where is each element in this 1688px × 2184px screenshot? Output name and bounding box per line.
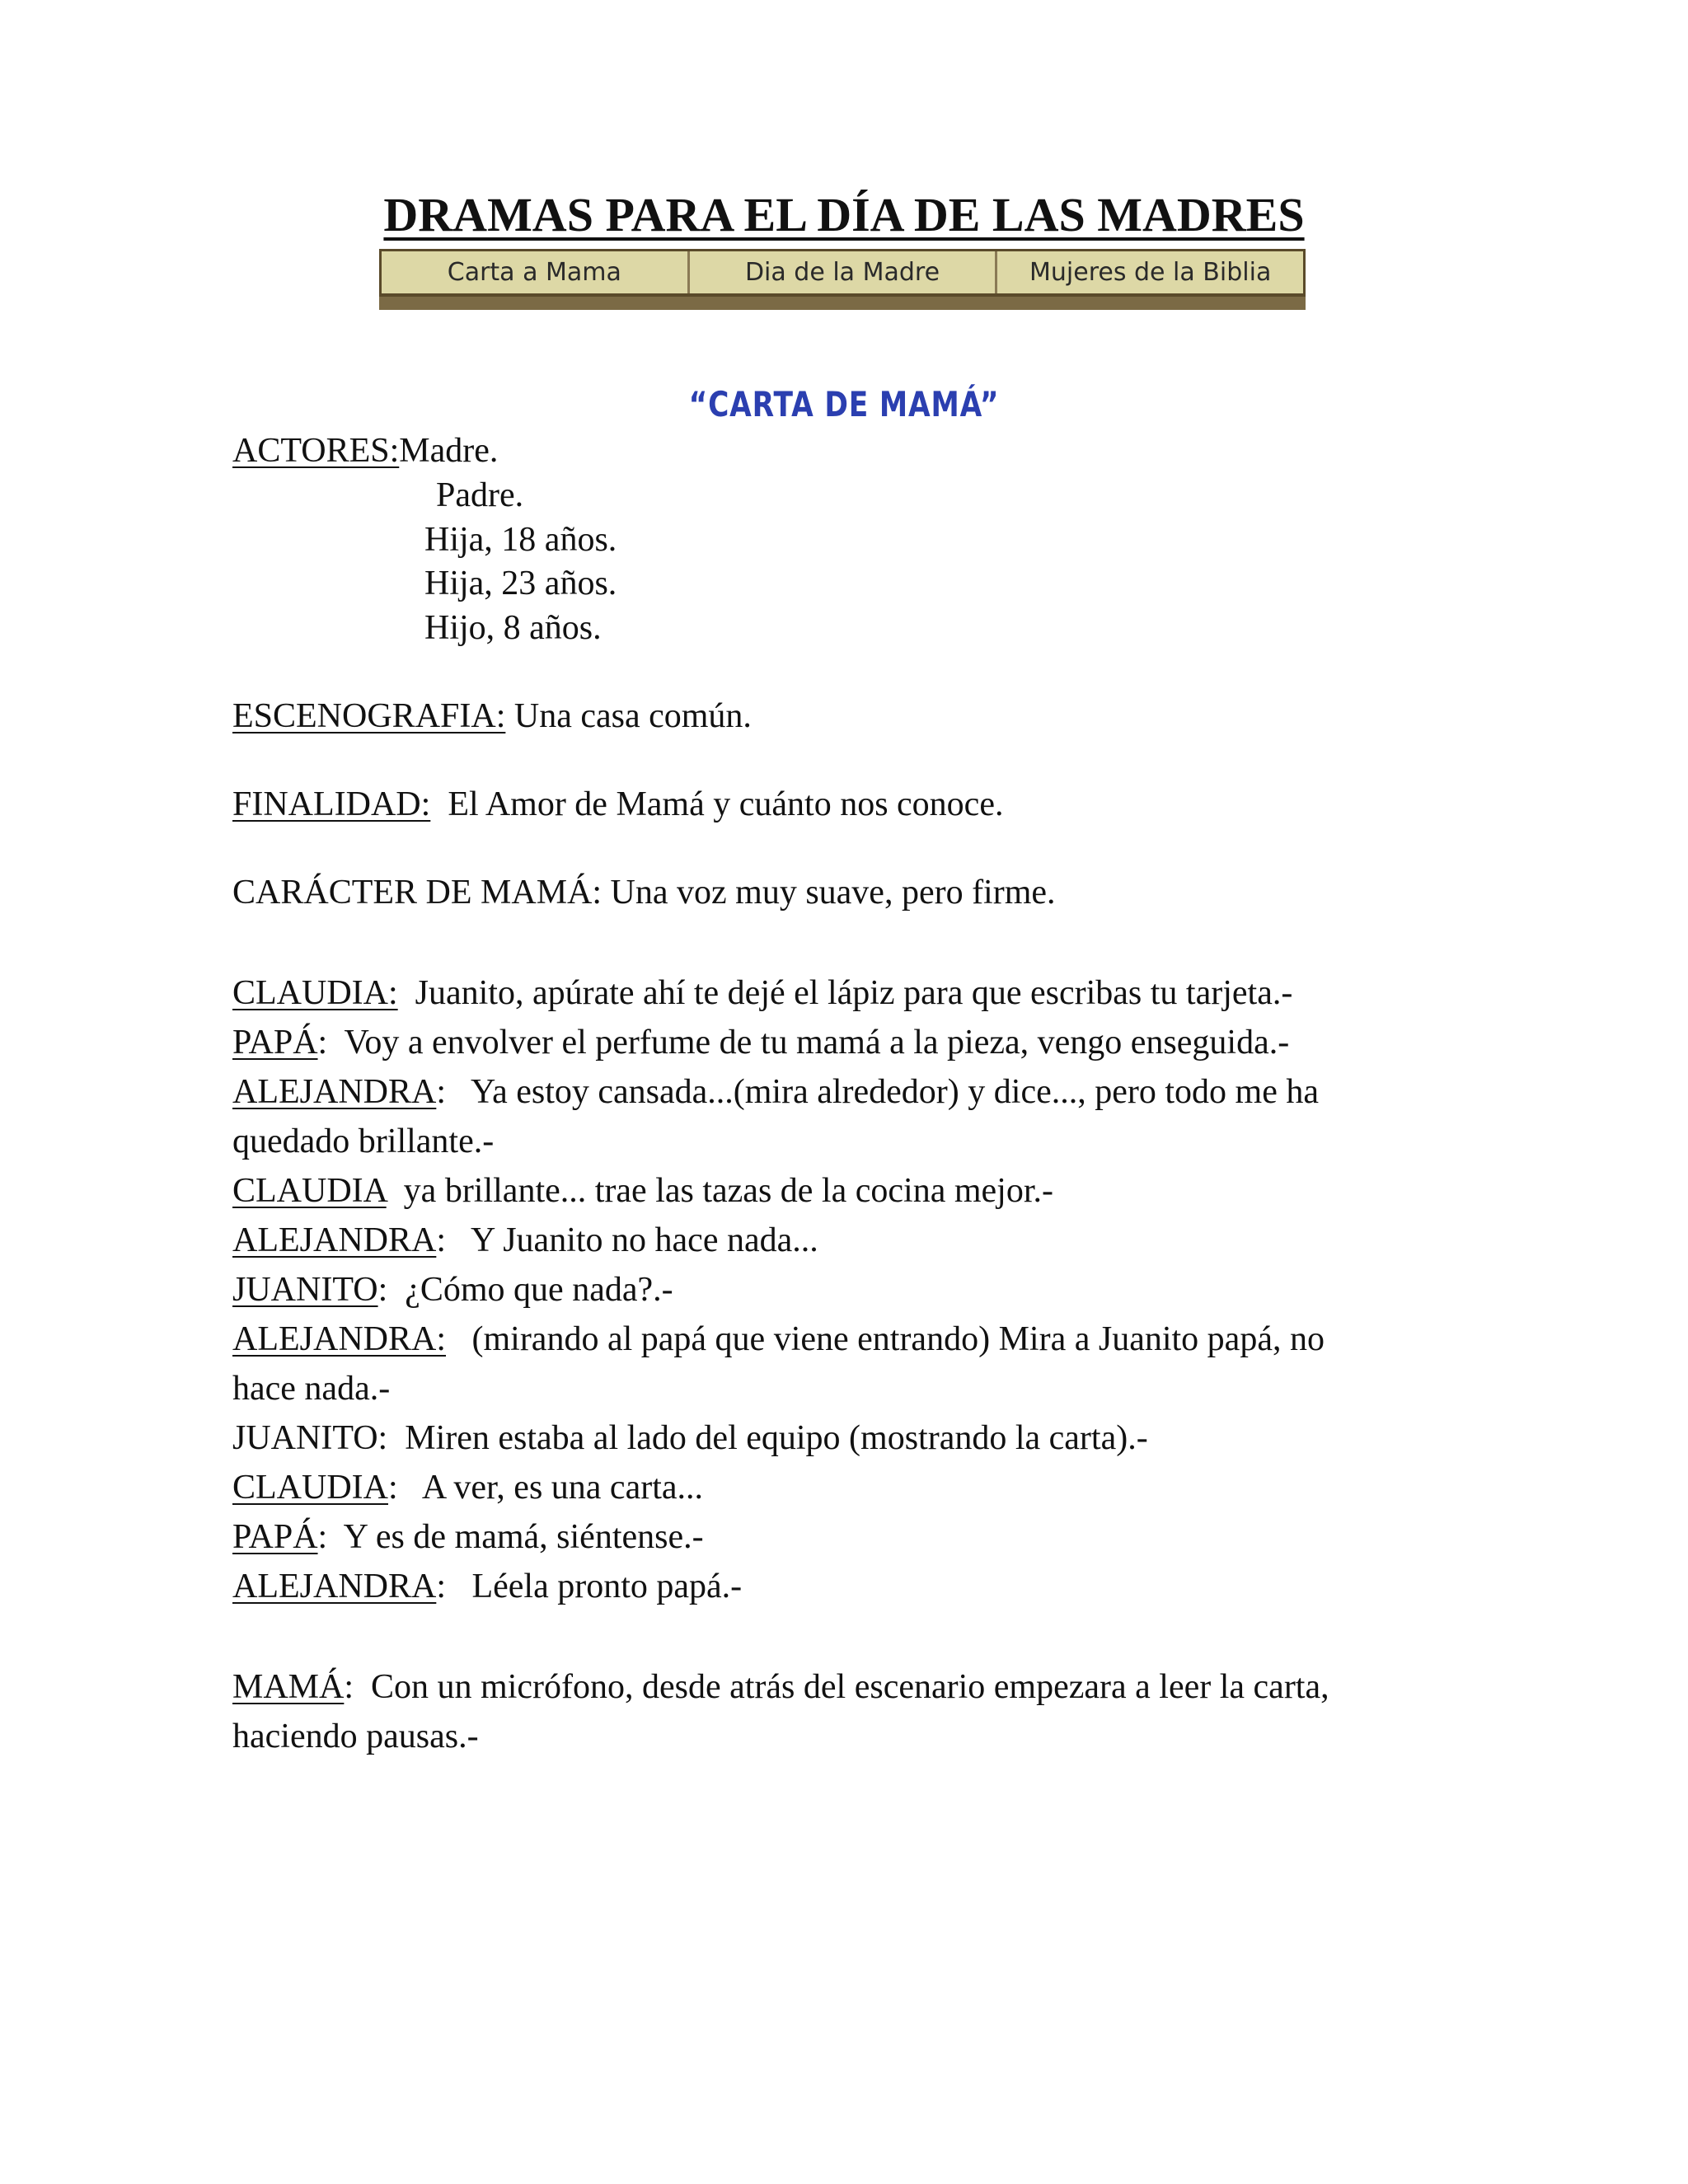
speech: JUANITO: Miren estaba al lado del equipo (mostrando la carta).- — [232, 1419, 1148, 1457]
dialogue-line — [232, 1371, 390, 1406]
speech: : Ya estoy cansada...(mira alrededor) y dice..., pero todo me ha — [436, 1073, 1319, 1111]
dialogue-line — [232, 1322, 1325, 1357]
speech: : Voy a envolver el perfume de tu mamá a la pieza, vengo enseguida.- — [317, 1024, 1290, 1062]
dialogue-line — [232, 1124, 494, 1159]
speech: : ¿Cómo que nada?.- — [377, 1271, 673, 1309]
finalidad-text: El Amor de Mamá y cuánto nos conoce. — [430, 785, 1004, 823]
speaker: CLAUDIA: — [232, 974, 398, 1012]
speaker: ALEJANDRA — [232, 1073, 437, 1111]
nav-bar-shadow — [379, 297, 1306, 310]
dialogue-line — [232, 1421, 1148, 1455]
dialogue-line — [232, 976, 1292, 1010]
dialogue-line — [232, 1223, 818, 1258]
speaker: CLAUDIA — [232, 1469, 388, 1507]
speech: : Léela pronto papá.- — [436, 1568, 743, 1605]
play-title: “CARTA DE MAMÁ” — [688, 384, 1000, 424]
speech: : Y Juanito no hace nada... — [436, 1221, 818, 1259]
speech: : A ver, es una carta... — [387, 1469, 704, 1507]
speech: hace nada.- — [232, 1370, 391, 1408]
speaker: PAPÁ — [232, 1024, 318, 1062]
speech: : Con un micrófono, desde atrás del escenario empezara a leer la carta, — [344, 1668, 1329, 1706]
tab-carta-a-mama[interactable]: Carta a Mama — [382, 251, 690, 293]
finalidad-label: FINALIDAD: — [232, 785, 431, 823]
actor-item: Hijo, 8 años. — [424, 609, 602, 647]
nav-bar — [379, 249, 1306, 297]
speech: quedado brillante.- — [232, 1122, 495, 1160]
dialogue-line — [232, 1569, 742, 1604]
caracter-line: CARÁCTER DE MAMÁ: Una voz muy suave, pero firme. — [232, 874, 1056, 912]
mama-line-2: haciendo pausas.- — [232, 1718, 479, 1755]
page-title: DRAMAS PARA EL DÍA DE LAS MADRES — [383, 188, 1305, 241]
actor-item: Padre. — [436, 476, 524, 514]
escenografia-line — [232, 699, 752, 733]
speaker: CLAUDIA — [232, 1172, 387, 1210]
speech: ya brillante... trae las tazas de la cocina mejor.- — [386, 1172, 1053, 1210]
actor-item: Hija, 23 años. — [424, 565, 617, 602]
dialogue-line — [232, 1470, 703, 1505]
escenografia-text: Una casa común. — [505, 697, 752, 735]
speaker: ALEJANDRA — [232, 1221, 437, 1259]
finalidad-line — [232, 787, 1003, 822]
speech: Juanito, apúrate ahí te dejé el lápiz para que escribas tu tarjeta.- — [397, 974, 1293, 1012]
mama-line — [232, 1670, 1329, 1704]
speech: (mirando al papá que viene entrando) Mira a Juanito papá, no — [446, 1320, 1325, 1358]
speaker: PAPÁ — [232, 1518, 318, 1556]
dialogue-line — [232, 1174, 1053, 1208]
actores-line — [232, 434, 498, 468]
speaker: JUANITO — [232, 1271, 378, 1309]
speaker: ALEJANDRA — [232, 1568, 437, 1605]
actores-label: ACTORES: — [232, 432, 400, 470]
actor-item: Hija, 18 años. — [424, 521, 617, 559]
speaker: MAMÁ — [232, 1668, 345, 1706]
dialogue-line — [232, 1025, 1289, 1060]
dialogue-line — [232, 1520, 704, 1554]
tab-mujeres-de-la-biblia[interactable]: Mujeres de la Biblia — [1029, 258, 1272, 287]
actor-item: Madre. — [399, 432, 499, 470]
dialogue-line — [232, 1272, 673, 1307]
dialogue-line — [232, 1075, 1319, 1109]
speech: : Y es de mamá, siéntense.- — [317, 1518, 704, 1556]
tab-dia-de-la-madre[interactable]: Dia de la Madre — [690, 251, 998, 293]
escenografia-label: ESCENOGRAFIA: — [232, 697, 506, 735]
speaker: ALEJANDRA: — [232, 1320, 446, 1358]
